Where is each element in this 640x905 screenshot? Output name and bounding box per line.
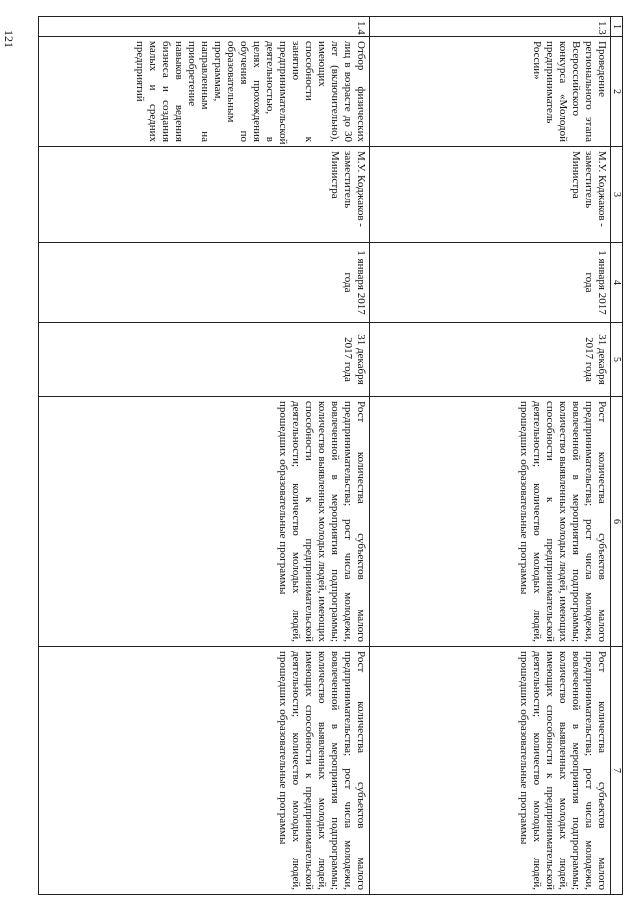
table-row bbox=[39, 17, 370, 895]
page-number: 121 bbox=[2, 30, 16, 48]
row-number: 1.3 bbox=[370, 17, 611, 37]
indicators-cell: Рост количества субъектов малого предпринимательства; рост числа молодежи, вовлеченной в мероприятия подпрограммы; количество выявленных молодых людей, имеющих способности к предпринимательской деятельности; количество молодых людей, прошедших образовательные программы bbox=[39, 647, 370, 895]
responsible-cell: М.У. Коджаков - заместитель Министра bbox=[39, 147, 370, 243]
row-number: 1.4 bbox=[39, 17, 370, 37]
col-header: 3 bbox=[611, 147, 623, 243]
col-header: 4 bbox=[611, 243, 623, 323]
col-header: 1 bbox=[611, 17, 623, 37]
col-header: 6 bbox=[611, 397, 623, 647]
plan-table bbox=[38, 16, 623, 895]
result-cell: Рост количества субъектов малого предпринимательства; рост числа молодежи, вовлеченной в мероприятия подпрограммы; количество выявленных молодых людей, имеющих способности к предпринимательской деятельности; количество молодых людей, прошедших образовательные программы bbox=[370, 397, 611, 647]
event-cell: Проведение регионального этапа Всероссийского конкурса «Молодой предприниматель России» bbox=[370, 37, 611, 147]
col-header: 7 bbox=[611, 647, 623, 895]
responsible-cell: М.У. Коджаков - заместитель Министра bbox=[370, 147, 611, 243]
event-cell: Отбор физических лиц в возрасте до 30 лет (включительно), имеющих способности к занятию предпринимательской деятельностью, в целях прохождения обучения по образовательным программам, направленным на приобретение навыков ведения бизнеса и создания малых и средних предприятий bbox=[39, 37, 370, 147]
rotated-table-container bbox=[38, 16, 623, 894]
result-cell: Рост количества субъектов малого предпринимательства; рост числа молодежи, вовлеченной в мероприятия подпрограммы; количество выявленных молодых людей, имеющих способности к предпринимательской деятельности; количество молодых людей, прошедших образовательные программы bbox=[39, 397, 370, 647]
end-date-cell: 31 декабря 2017 года bbox=[39, 323, 370, 397]
start-date-cell: 1 января 2017 года bbox=[39, 243, 370, 323]
start-date-cell: 1 января 2017 года bbox=[370, 243, 611, 323]
col-header: 5 bbox=[611, 323, 623, 397]
table-header-row bbox=[611, 17, 623, 895]
table-row bbox=[370, 17, 611, 895]
col-header: 2 bbox=[611, 37, 623, 147]
end-date-cell: 31 декабря 2017 года bbox=[370, 323, 611, 397]
indicators-cell: Рост количества субъектов малого предпринимательства; рост числа молодежи, вовлеченной в мероприятия подпрограммы; количество выявленных молодых людей, имеющих способности к предпринимательской деятельности; количество молодых людей, прошедших образовательные программы bbox=[370, 647, 611, 895]
